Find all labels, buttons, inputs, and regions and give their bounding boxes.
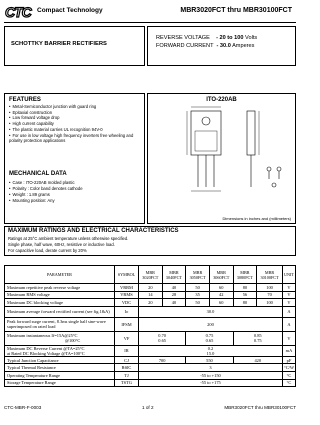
mechanical-heading: MECHANICAL DATA [9,171,67,177]
product-title-box [4,26,145,66]
value-cell: 35 [186,291,210,299]
value-cell: 200 [139,317,283,331]
value-cell: 100 [257,299,283,307]
table-row [5,356,296,364]
unit-cell: A [282,317,295,331]
package-box [147,93,296,224]
features-box [4,93,145,224]
feature-item: • Epitaxial construction [9,110,143,116]
param-cell: Maximum DC blocking voltage [5,299,115,307]
max-ratings-box [4,226,296,256]
reverse-voltage-value: - 20 to 100 [216,35,244,41]
value-cell: 56 [233,291,257,299]
unit-cell: V [282,299,295,307]
table-row [5,299,296,307]
vf-value: 0.65 [158,338,166,344]
mechanical-item: • Case : ITO-220AB molded plastic [9,180,143,186]
value-cell: 70 [257,291,283,299]
param-text-2: at Rated DC Blocking Voltage @TA=100°C [7,350,85,356]
symbol-cell: CJ [115,356,139,364]
mechanical-item: • Polarity : Color band denotes cathode [9,186,143,192]
reverse-voltage-label: REVERSE VOLTAGE [156,35,210,41]
table-row [5,317,296,331]
footer-page-number: 1 of 2 [142,405,154,410]
feature-item: • The plastic material carries UL recognition 94V-0 [9,127,143,133]
symbol-cell: IFSM [115,317,139,331]
value-cell: 60 [209,284,233,292]
value-cell: 550 [186,356,233,364]
value-cell [233,331,282,345]
value-cell [139,345,283,356]
unit-cell: °C [282,371,295,379]
company-name: Compact Technology [37,7,103,14]
param-cell: Maximum repetitive peak reverse voltage [5,284,115,292]
ir-value: 0.2 [207,345,214,351]
reverse-voltage-line [156,35,257,41]
param-cell [5,331,115,345]
part-range-title: MBR3020FCT thru MBR30100FCT [180,7,292,14]
table-header-row [5,266,296,284]
param-cell: Maximum RMS voltage [5,291,115,299]
unit-cell: V [282,284,295,292]
value-cell: -55 to +175 [139,379,283,387]
value-cell: 50 [186,284,210,292]
col-header-symbol: SYMBOL [115,266,139,284]
symbol-cell: TJ [115,371,139,379]
value-cell: -55 to +150 [139,371,283,379]
value-cell: 80 [233,284,257,292]
unit-cell: °C [282,379,295,387]
col-header-part: MBR 30100FCT [257,266,283,284]
symbol-cell: VRRM [115,284,139,292]
symbol-cell: VRMS [115,291,139,299]
vf-value: 0.75 [205,333,214,339]
forward-current-value: - 30.0 [216,43,231,49]
unit-cell: A [282,306,295,317]
table-row [5,345,296,356]
max-ratings-note: Ratings at 25°C ambient temperature unless otherwise specified. [8,236,129,241]
value-cell: 420 [233,356,282,364]
table-row [5,379,296,387]
unit-cell: V [282,291,295,299]
col-header-part: MBR 3050FCT [186,266,210,284]
forward-current-line [156,43,254,49]
forward-current-unit: Amperes [232,43,255,49]
table-row [5,364,296,372]
col-header-part: MBR 3060FCT [209,266,233,284]
svg-text:CTC: CTC [5,4,31,20]
table-row [5,291,296,299]
param-cell: Typical Thermal Resistance [5,364,115,372]
col-header-part: MBR 3080FCT [233,266,257,284]
value-cell: 100 [257,284,283,292]
feature-item: • Metal-Semiconductor junction with guard ring [9,104,143,110]
param-text: Maximum instantaneous If=15A@25°C [7,333,78,339]
value-cell [139,331,186,345]
param-text: Maximum DC Reverse Current @TA=25°C [7,345,85,351]
vf-value: 0.65 [205,338,214,344]
table-row [5,306,296,317]
header-divider [4,22,296,23]
symbol-cell: VF [115,331,139,345]
value-cell: 60 [209,299,233,307]
package-name: ITO-220AB [206,97,237,103]
table-row [5,371,296,379]
mechanical-item: • Mounting position: Any [9,198,143,204]
max-ratings-note: Single phase, half wave, 60Hz, resistive or inductive load. [8,242,115,247]
value-cell: 14 [139,291,163,299]
mechanical-item: • Weight : 1.89 grams [9,192,143,198]
forward-current-label: FORWARD CURRENT [156,43,214,49]
param-cell: Operating Temperature Range [5,371,115,379]
unit-cell: V [282,331,295,345]
ratings-box [147,26,296,66]
param-text-2: @100°C [65,338,81,344]
col-header-parameter: PARAMETER [5,266,115,284]
symbol-cell: VDC [115,299,139,307]
symbol-cell: RθJC [115,364,139,372]
col-header-part: MBR 3040FCT [162,266,186,284]
unit-cell: °C/W [283,365,294,371]
features-heading: FEATURES [9,97,41,103]
value-cell: 700 [139,356,186,364]
symbol-cell: TSTG [115,379,139,387]
max-ratings-note: For capacitive load, derate current by 20% [8,248,87,253]
value-cell: 42 [209,291,233,299]
reverse-voltage-unit: Volts [245,35,258,41]
param-cell: Maximum average forward rectified current (see fig.1&A) [5,306,115,317]
value-cell: 30.0 [139,306,283,317]
vf-value: 0.75 [253,338,262,344]
mechanical-list [9,180,143,204]
value-cell: 80 [233,299,257,307]
param-cell: Typical Junction Capacitance [5,356,115,364]
company-logo [4,4,34,20]
col-header-unit: UNIT [282,266,295,284]
vf-value: 0.70 [158,333,166,339]
product-title: SCHOTTKY BARRIER RECTIFIERS [11,41,107,47]
feature-item: • For use in low voltage high frequency inverters free wheeling and polarity protection applications [9,133,143,144]
ir-value: 15.0 [206,350,215,356]
footer-doc-id: CTC-MBR-F-0003 [4,405,42,410]
header [4,4,296,22]
table-row [5,284,296,292]
symbol-cell: IR [115,345,139,356]
value-cell: 20 [139,299,163,307]
value-cell: 50 [186,299,210,307]
feature-item: • Low forward voltage drop [9,115,143,121]
value-cell: 40 [162,284,186,292]
unit-cell: pF [282,356,295,364]
features-list [9,104,143,144]
value-cell: 28 [162,291,186,299]
symbol-cell: Io [115,306,139,317]
value-cell: 40 [162,299,186,307]
value-cell: 3 [139,364,283,372]
max-ratings-heading: MAXIMUM RATINGS AND ELECTRICAL CHARACTERISTICS [8,228,179,234]
package-dimension-note: Dimensions in inches and (millimeters) [222,216,291,221]
value-cell [186,331,233,345]
vf-value: 0.85 [253,333,262,339]
electrical-characteristics-table [4,265,296,387]
feature-item: • High current capability [9,121,143,127]
col-header-part: MBR 3020FCT [139,266,163,284]
unit-cell: mA [282,345,295,356]
param-cell: Storage Temperature Range [5,379,115,387]
table-row [5,331,296,345]
param-cell: Peak forward surge current, 8.3ms single half sine-wave superimposed on rated load [5,317,115,331]
electrical-characteristics-table-wrap [4,265,296,387]
param-cell [5,345,115,356]
value-cell: 20 [139,284,163,292]
package-outline-drawing [151,105,294,211]
footer-part-range: MBR3020FCT thru MBR30100FCT [224,405,296,410]
